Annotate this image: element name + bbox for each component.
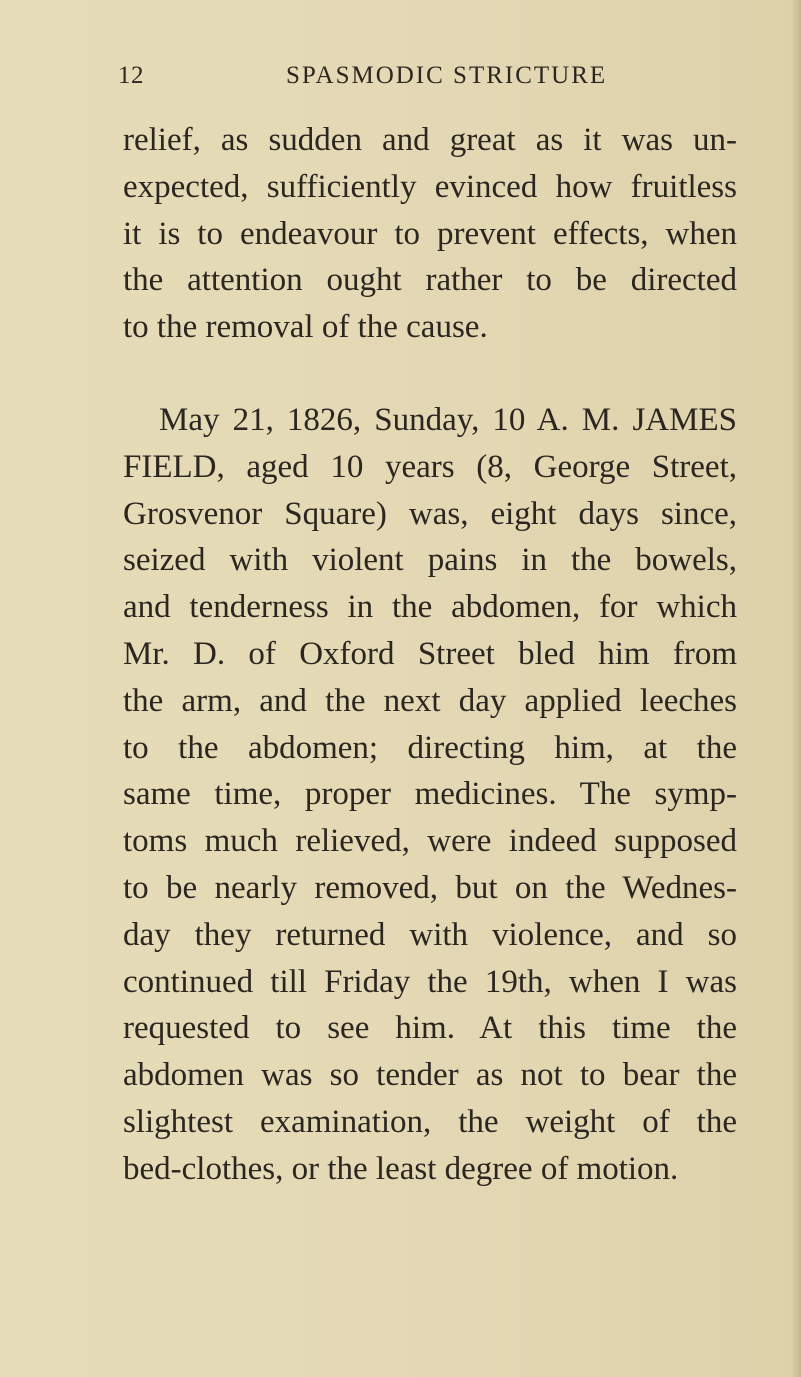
text-line: May 21, 1826, Sunday, 10 A. M. JAMES <box>159 401 737 438</box>
text-line: to the removal of the cause. <box>123 309 488 346</box>
text-line: continued till Friday the 19th, when I was <box>123 963 737 1000</box>
text-line: Grosvenor Square) was, eight days since, <box>123 495 737 532</box>
text-line: requested to see him. At this time the <box>123 1010 737 1047</box>
text-line: expected, sufficiently evinced how fruitless <box>123 168 737 205</box>
text-line: seized with violent pains in the bowels, <box>123 542 737 579</box>
text-line: same time, proper medicines. The symp- <box>123 776 737 813</box>
running-head <box>118 62 678 96</box>
text-line: Mr. D. of Oxford Street bled him from <box>123 635 737 672</box>
body-text <box>123 117 737 1193</box>
text-line: abdomen was so tender as not to bear the <box>123 1057 737 1094</box>
text-line: bed-clothes, or the least degree of motion. <box>123 1150 679 1187</box>
paragraph-2 <box>123 397 737 1193</box>
running-head-title: SPASMODIC STRICTURE <box>286 62 608 89</box>
text-line: relief, as sudden and great as it was un- <box>123 122 737 158</box>
text-line: the attention ought rather to be directed <box>123 262 737 299</box>
page-edge-shadow <box>791 0 801 1377</box>
text-line: toms much relieved, were indeed supposed <box>123 823 737 860</box>
text-line: slightest examination, the weight of the <box>123 1103 737 1140</box>
text-line: day they returned with violence, and so <box>123 916 737 953</box>
text-line: and tenderness in the abdomen, for which <box>123 589 737 626</box>
text-line: to be nearly removed, but on the Wednes- <box>123 869 737 906</box>
text-line: to the abdomen; directing him, at the <box>123 729 737 766</box>
paragraph-gap <box>123 351 737 397</box>
text-line: the arm, and the next day applied leeches <box>123 682 737 719</box>
text-line: it is to endeavour to prevent effects, when <box>123 215 737 252</box>
page-number: 12 <box>118 62 144 89</box>
text-line: FIELD, aged 10 years (8, George Street, <box>123 448 737 485</box>
paragraph-1 <box>123 117 737 351</box>
